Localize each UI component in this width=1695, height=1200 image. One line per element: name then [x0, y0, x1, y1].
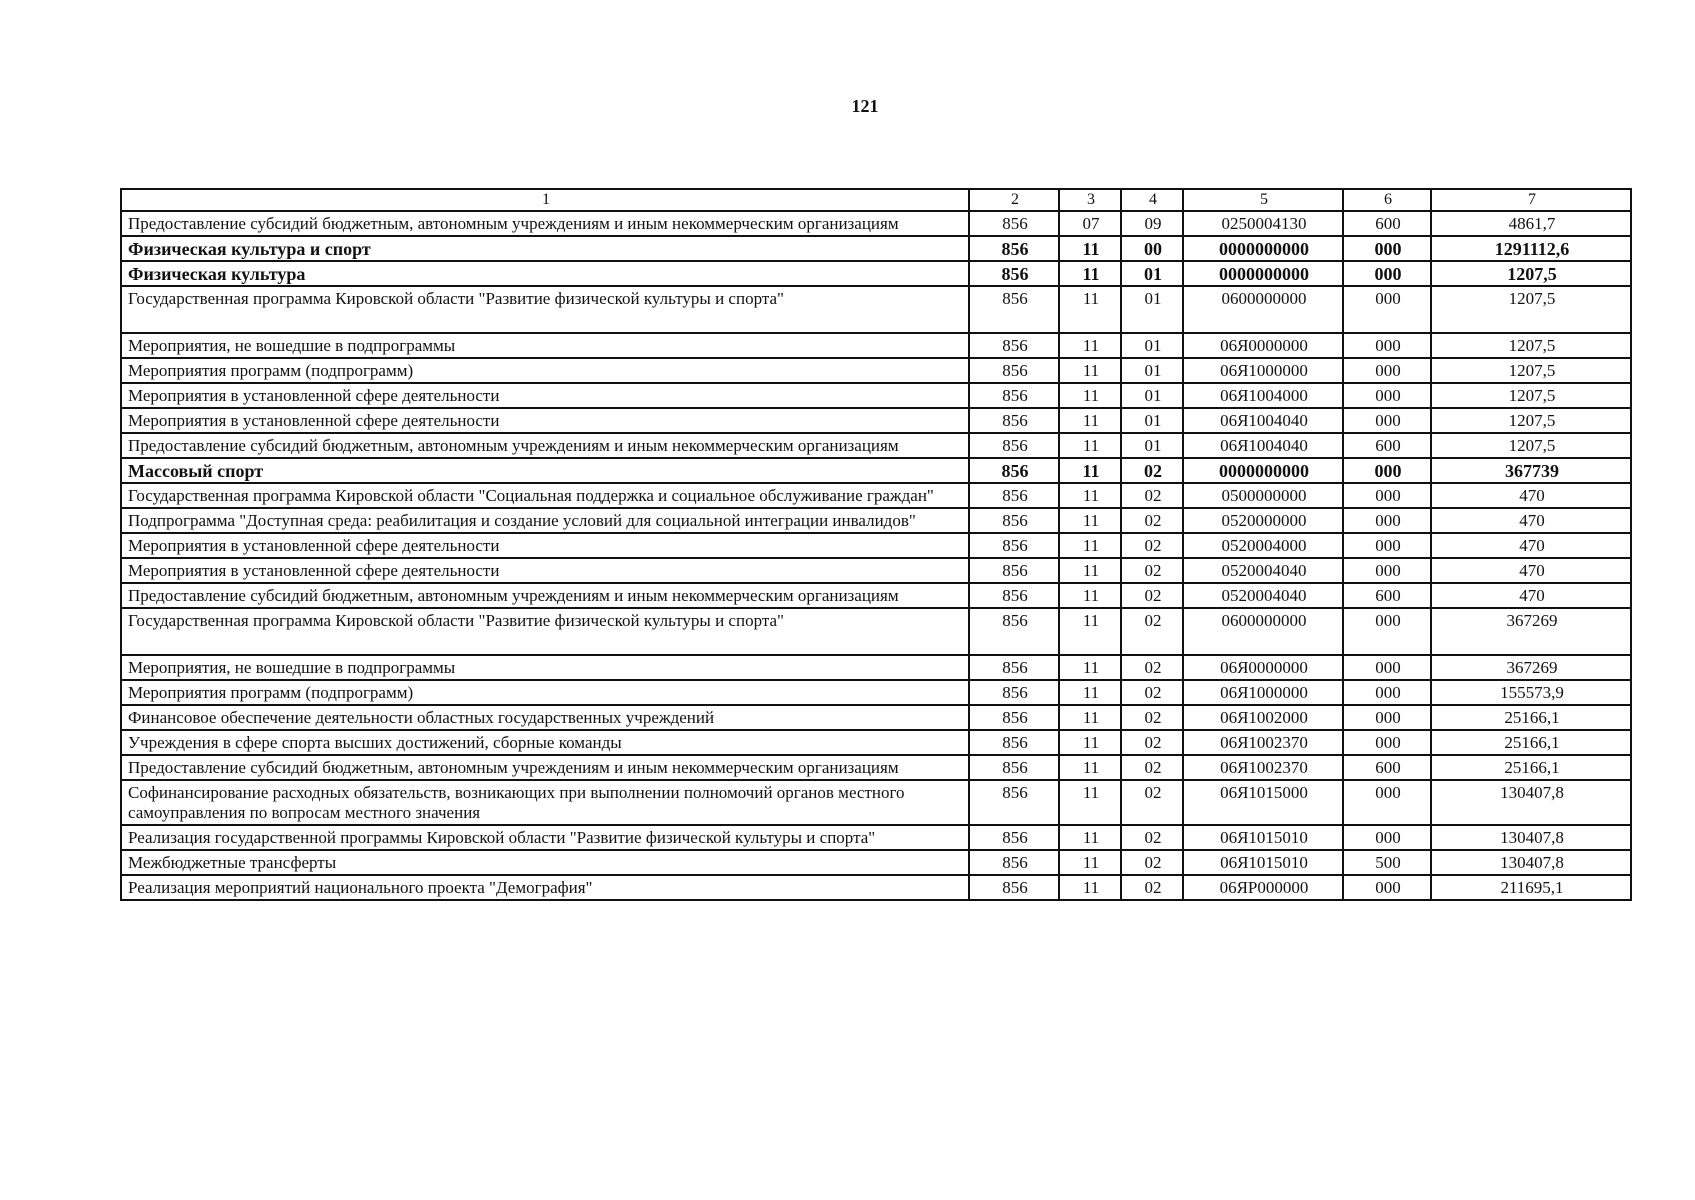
row-name-cell: Финансовое обеспечение деятельности областных государственных учреждений [121, 705, 969, 730]
row-target-article-cell: 0520004040 [1183, 583, 1343, 608]
row-amount-cell: 1207,5 [1431, 358, 1631, 383]
row-section-cell: 11 [1059, 533, 1121, 558]
row-name-cell: Предоставление субсидий бюджетным, автономным учреждениям и иным некоммерческим организациям [121, 211, 969, 236]
row-subsection-cell: 02 [1121, 780, 1183, 825]
row-target-article-cell: 06Я0000000 [1183, 333, 1343, 358]
row-subsection-cell: 02 [1121, 705, 1183, 730]
row-section-cell: 11 [1059, 655, 1121, 680]
row-amount-cell: 1207,5 [1431, 383, 1631, 408]
row-expense-type-cell: 000 [1343, 483, 1431, 508]
row-admin-code-cell: 856 [969, 383, 1059, 408]
row-section-cell: 11 [1059, 705, 1121, 730]
row-section-cell: 11 [1059, 286, 1121, 333]
table-row [121, 211, 1631, 236]
row-admin-code-cell: 856 [969, 236, 1059, 261]
row-subsection-cell: 09 [1121, 211, 1183, 236]
row-admin-code-cell: 856 [969, 875, 1059, 900]
row-name-cell: Мероприятия программ (подпрограмм) [121, 358, 969, 383]
row-admin-code-cell: 856 [969, 483, 1059, 508]
table-row [121, 608, 1631, 655]
row-target-article-cell: 06Я0000000 [1183, 655, 1343, 680]
row-amount-cell: 367269 [1431, 655, 1631, 680]
row-name-cell: Реализация мероприятий национального проекта "Демография" [121, 875, 969, 900]
row-section-cell: 11 [1059, 755, 1121, 780]
row-name-cell: Реализация государственной программы Кировской области "Развитие физической культуры и спорта" [121, 825, 969, 850]
row-subsection-cell: 02 [1121, 825, 1183, 850]
row-subsection-cell: 02 [1121, 850, 1183, 875]
row-target-article-cell: 0520004040 [1183, 558, 1343, 583]
row-expense-type-cell: 000 [1343, 730, 1431, 755]
row-amount-cell: 130407,8 [1431, 825, 1631, 850]
table-row [121, 508, 1631, 533]
row-amount-cell: 367739 [1431, 458, 1631, 483]
row-subsection-cell: 01 [1121, 433, 1183, 458]
row-amount-cell: 470 [1431, 508, 1631, 533]
row-admin-code-cell: 856 [969, 655, 1059, 680]
row-section-cell: 07 [1059, 211, 1121, 236]
row-expense-type-cell: 000 [1343, 875, 1431, 900]
row-name-cell: Физическая культура [121, 261, 969, 286]
row-expense-type-cell: 000 [1343, 458, 1431, 483]
row-expense-type-cell: 000 [1343, 383, 1431, 408]
row-admin-code-cell: 856 [969, 358, 1059, 383]
row-target-article-cell: 06ЯР000000 [1183, 875, 1343, 900]
row-section-cell: 11 [1059, 583, 1121, 608]
row-admin-code-cell: 856 [969, 286, 1059, 333]
row-name-cell: Государственная программа Кировской области "Развитие физической культуры и спорта" [121, 608, 969, 655]
row-amount-cell: 130407,8 [1431, 850, 1631, 875]
table-row [121, 705, 1631, 730]
row-expense-type-cell: 000 [1343, 408, 1431, 433]
row-amount-cell: 1291112,6 [1431, 236, 1631, 261]
row-target-article-cell: 06Я1004040 [1183, 433, 1343, 458]
row-target-article-cell: 06Я1015010 [1183, 825, 1343, 850]
table-row [121, 533, 1631, 558]
row-target-article-cell: 0000000000 [1183, 261, 1343, 286]
row-section-cell: 11 [1059, 433, 1121, 458]
row-name-cell: Мероприятия в установленной сфере деятельности [121, 383, 969, 408]
row-amount-cell: 1207,5 [1431, 286, 1631, 333]
row-expense-type-cell: 600 [1343, 211, 1431, 236]
table-row [121, 680, 1631, 705]
row-admin-code-cell: 856 [969, 780, 1059, 825]
row-amount-cell: 1207,5 [1431, 333, 1631, 358]
row-target-article-cell: 0600000000 [1183, 286, 1343, 333]
row-subsection-cell: 01 [1121, 358, 1183, 383]
row-expense-type-cell: 000 [1343, 680, 1431, 705]
row-expense-type-cell: 000 [1343, 508, 1431, 533]
row-subsection-cell: 02 [1121, 508, 1183, 533]
budget-table [120, 188, 1632, 901]
row-amount-cell: 25166,1 [1431, 755, 1631, 780]
row-subsection-cell: 01 [1121, 408, 1183, 433]
row-target-article-cell: 0520000000 [1183, 508, 1343, 533]
row-name-cell: Государственная программа Кировской области "Развитие физической культуры и спорта" [121, 286, 969, 333]
row-admin-code-cell: 856 [969, 608, 1059, 655]
row-name-cell: Учреждения в сфере спорта высших достижений, сборные команды [121, 730, 969, 755]
column-header-4: 4 [1121, 189, 1183, 211]
row-section-cell: 11 [1059, 333, 1121, 358]
table-row [121, 261, 1631, 286]
row-subsection-cell: 02 [1121, 608, 1183, 655]
row-name-cell: Мероприятия программ (подпрограмм) [121, 680, 969, 705]
table-row [121, 333, 1631, 358]
row-admin-code-cell: 856 [969, 408, 1059, 433]
row-subsection-cell: 02 [1121, 558, 1183, 583]
row-section-cell: 11 [1059, 483, 1121, 508]
row-amount-cell: 25166,1 [1431, 730, 1631, 755]
row-admin-code-cell: 856 [969, 755, 1059, 780]
row-target-article-cell: 06Я1004000 [1183, 383, 1343, 408]
row-expense-type-cell: 000 [1343, 608, 1431, 655]
row-section-cell: 11 [1059, 383, 1121, 408]
row-subsection-cell: 01 [1121, 261, 1183, 286]
table-row [121, 825, 1631, 850]
row-target-article-cell: 06Я1000000 [1183, 680, 1343, 705]
table-row [121, 383, 1631, 408]
row-admin-code-cell: 856 [969, 458, 1059, 483]
row-target-article-cell: 06Я1015000 [1183, 780, 1343, 825]
row-admin-code-cell: 856 [969, 533, 1059, 558]
row-name-cell: Софинансирование расходных обязательств, возникающих при выполнении полномочий органов местного самоуправления по вопросам местного значения [121, 780, 969, 825]
row-name-cell: Мероприятия, не вошедшие в подпрограммы [121, 333, 969, 358]
row-section-cell: 11 [1059, 825, 1121, 850]
row-section-cell: 11 [1059, 780, 1121, 825]
row-amount-cell: 367269 [1431, 608, 1631, 655]
column-header-3: 3 [1059, 189, 1121, 211]
row-section-cell: 11 [1059, 608, 1121, 655]
row-subsection-cell: 00 [1121, 236, 1183, 261]
row-expense-type-cell: 500 [1343, 850, 1431, 875]
row-name-cell: Межбюджетные трансферты [121, 850, 969, 875]
row-expense-type-cell: 000 [1343, 261, 1431, 286]
row-subsection-cell: 02 [1121, 655, 1183, 680]
row-subsection-cell: 02 [1121, 533, 1183, 558]
row-name-cell: Предоставление субсидий бюджетным, автономным учреждениям и иным некоммерческим организациям [121, 583, 969, 608]
row-section-cell: 11 [1059, 508, 1121, 533]
row-subsection-cell: 01 [1121, 333, 1183, 358]
row-target-article-cell: 06Я1002000 [1183, 705, 1343, 730]
row-name-cell: Предоставление субсидий бюджетным, автономным учреждениям и иным некоммерческим организациям [121, 433, 969, 458]
row-admin-code-cell: 856 [969, 730, 1059, 755]
row-expense-type-cell: 000 [1343, 705, 1431, 730]
row-expense-type-cell: 000 [1343, 558, 1431, 583]
row-expense-type-cell: 600 [1343, 583, 1431, 608]
row-target-article-cell: 0600000000 [1183, 608, 1343, 655]
table-row [121, 730, 1631, 755]
table-row [121, 558, 1631, 583]
row-name-cell: Мероприятия в установленной сфере деятельности [121, 533, 969, 558]
row-section-cell: 11 [1059, 236, 1121, 261]
row-admin-code-cell: 856 [969, 433, 1059, 458]
row-admin-code-cell: 856 [969, 583, 1059, 608]
row-subsection-cell: 02 [1121, 680, 1183, 705]
table-row [121, 583, 1631, 608]
row-admin-code-cell: 856 [969, 850, 1059, 875]
column-header-6: 6 [1343, 189, 1431, 211]
row-amount-cell: 155573,9 [1431, 680, 1631, 705]
row-subsection-cell: 02 [1121, 458, 1183, 483]
row-amount-cell: 25166,1 [1431, 705, 1631, 730]
row-subsection-cell: 02 [1121, 583, 1183, 608]
table-row [121, 780, 1631, 825]
row-name-cell: Государственная программа Кировской области "Социальная поддержка и социальное обслуживание граждан" [121, 483, 969, 508]
table-row [121, 236, 1631, 261]
row-target-article-cell: 06Я1000000 [1183, 358, 1343, 383]
row-admin-code-cell: 856 [969, 508, 1059, 533]
row-subsection-cell: 02 [1121, 483, 1183, 508]
row-admin-code-cell: 856 [969, 825, 1059, 850]
table-row [121, 433, 1631, 458]
row-subsection-cell: 01 [1121, 383, 1183, 408]
row-target-article-cell: 0520004000 [1183, 533, 1343, 558]
row-subsection-cell: 01 [1121, 286, 1183, 333]
row-expense-type-cell: 000 [1343, 533, 1431, 558]
page-number: 121 [851, 96, 879, 116]
row-target-article-cell: 0000000000 [1183, 458, 1343, 483]
row-amount-cell: 130407,8 [1431, 780, 1631, 825]
row-name-cell: Массовый спорт [121, 458, 969, 483]
table-row [121, 755, 1631, 780]
row-target-article-cell: 0000000000 [1183, 236, 1343, 261]
row-target-article-cell: 06Я1002370 [1183, 755, 1343, 780]
row-expense-type-cell: 600 [1343, 433, 1431, 458]
row-section-cell: 11 [1059, 730, 1121, 755]
budget-table-body [121, 189, 1631, 900]
row-name-cell: Предоставление субсидий бюджетным, автономным учреждениям и иным некоммерческим организациям [121, 755, 969, 780]
row-target-article-cell: 0500000000 [1183, 483, 1343, 508]
row-amount-cell: 470 [1431, 583, 1631, 608]
table-row [121, 655, 1631, 680]
row-name-cell: Мероприятия в установленной сфере деятельности [121, 558, 969, 583]
row-target-article-cell: 06Я1015010 [1183, 850, 1343, 875]
row-section-cell: 11 [1059, 458, 1121, 483]
row-section-cell: 11 [1059, 558, 1121, 583]
row-name-cell: Мероприятия, не вошедшие в подпрограммы [121, 655, 969, 680]
table-row [121, 458, 1631, 483]
row-target-article-cell: 06Я1004040 [1183, 408, 1343, 433]
row-section-cell: 11 [1059, 261, 1121, 286]
column-number-row [121, 189, 1631, 211]
row-expense-type-cell: 000 [1343, 286, 1431, 333]
table-row [121, 483, 1631, 508]
row-expense-type-cell: 000 [1343, 780, 1431, 825]
row-expense-type-cell: 000 [1343, 333, 1431, 358]
row-amount-cell: 211695,1 [1431, 875, 1631, 900]
row-admin-code-cell: 856 [969, 558, 1059, 583]
column-header-1: 1 [121, 189, 969, 211]
row-admin-code-cell: 856 [969, 211, 1059, 236]
row-name-cell: Подпрограмма "Доступная среда: реабилитация и создание условий для социальной интеграции инвалидов" [121, 508, 969, 533]
row-amount-cell: 470 [1431, 483, 1631, 508]
row-admin-code-cell: 856 [969, 705, 1059, 730]
row-expense-type-cell: 000 [1343, 825, 1431, 850]
row-expense-type-cell: 000 [1343, 236, 1431, 261]
row-amount-cell: 4861,7 [1431, 211, 1631, 236]
row-section-cell: 11 [1059, 408, 1121, 433]
row-amount-cell: 470 [1431, 558, 1631, 583]
row-amount-cell: 1207,5 [1431, 408, 1631, 433]
row-admin-code-cell: 856 [969, 261, 1059, 286]
table-row [121, 358, 1631, 383]
row-admin-code-cell: 856 [969, 680, 1059, 705]
row-name-cell: Мероприятия в установленной сфере деятельности [121, 408, 969, 433]
row-expense-type-cell: 000 [1343, 655, 1431, 680]
row-subsection-cell: 02 [1121, 755, 1183, 780]
row-section-cell: 11 [1059, 850, 1121, 875]
row-amount-cell: 1207,5 [1431, 433, 1631, 458]
table-row [121, 408, 1631, 433]
row-amount-cell: 1207,5 [1431, 261, 1631, 286]
row-admin-code-cell: 856 [969, 333, 1059, 358]
row-amount-cell: 470 [1431, 533, 1631, 558]
table-row [121, 850, 1631, 875]
row-expense-type-cell: 000 [1343, 358, 1431, 383]
column-header-7: 7 [1431, 189, 1631, 211]
row-section-cell: 11 [1059, 680, 1121, 705]
row-target-article-cell: 0250004130 [1183, 211, 1343, 236]
row-target-article-cell: 06Я1002370 [1183, 730, 1343, 755]
row-expense-type-cell: 600 [1343, 755, 1431, 780]
row-section-cell: 11 [1059, 875, 1121, 900]
table-row [121, 286, 1631, 333]
table-row [121, 875, 1631, 900]
column-header-5: 5 [1183, 189, 1343, 211]
row-subsection-cell: 02 [1121, 875, 1183, 900]
row-name-cell: Физическая культура и спорт [121, 236, 969, 261]
column-header-2: 2 [969, 189, 1059, 211]
row-subsection-cell: 02 [1121, 730, 1183, 755]
row-section-cell: 11 [1059, 358, 1121, 383]
